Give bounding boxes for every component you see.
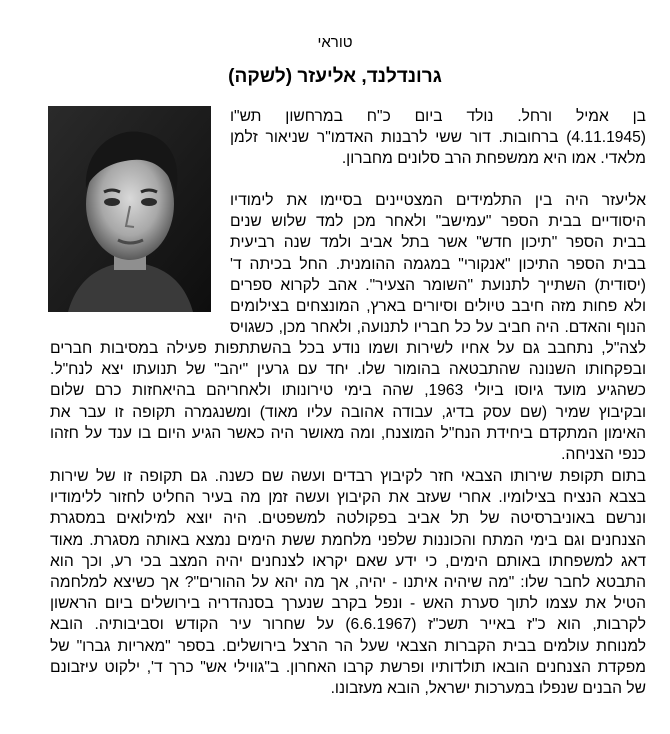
text-line: התבטא לחבר שלו: "מה שיהיה איתנו - יהיה, אך מה יהא על ההורים"? אך כשיצא למלחמה (50, 574, 646, 592)
text-line: בבית הספר "תיכון חדש" אשר בתל אביב ולמד שנה רביעית (230, 234, 646, 252)
text-line: הצנחנים וגם בימי המתח והכוננות שלפני מלחמת ששת הימים נמצא באותה מסגרת. מאוד (50, 531, 646, 549)
text-line: (יסודית) השתייך לתנועת "השומר הצעיר". אהב לקרוא ספרים (230, 276, 646, 294)
text-line: בצבא הנציח בצילומיו. אחרי שעזב את הקיבוץ ועשה זמן מה בעיר החליט לחזור ללימודיו (50, 489, 646, 507)
text-line: בתום תקופת שירותו הצבאי חזר לקיבוץ רבדים ועשה שם כשנה. גם תקופה זו של שירות (50, 468, 646, 485)
text-line: היסודיים בבית הספר "עמישב" ולאחר מכן למד שלוש שנים (230, 213, 646, 231)
text-line: האימון המתקדם ביחידת הנח"ל המוצנח, ומה מאושר היה כאשר הגיע היום בו ענד על חזהו (50, 424, 646, 442)
portrait-photo-icon (48, 106, 211, 312)
page-title: גרונדלנד, אליעזר (לשקה) (228, 66, 442, 87)
paragraph-education-full (50, 338, 646, 465)
text-line: לצה"ל, נתחבב גם על אחיו לשירות ושמו נודע בכל בהשתתפות פעילה במסיבות חברים (50, 340, 646, 357)
text-line: לקרבות, הוא כ"ז באייר תשכ"ז (6.6.1967) על שחרור עיר הקודש וסביבותיה. הובא (50, 616, 646, 634)
paragraph-birth (230, 106, 646, 170)
paragraph-education-beside (230, 190, 646, 338)
text-line: בבית הספר התיכון "אנקורי" במגמה ההומנית. החל בכיתה ד' (230, 255, 646, 273)
paragraph-service (50, 466, 646, 699)
text-line: מפקדת הצנחנים הובאו תולדותיו ופרשת קרבו האחרון. ב"גווילי אש" כרך ד', ילקוט עיזבונם (50, 658, 646, 676)
text-line: מלאדי. אמו היא ממשפחת הרב סלונים מחברון. (341, 150, 646, 168)
portrait-photo (48, 106, 211, 312)
rank-label: טוראי (317, 34, 353, 51)
text-line: הנוף והאדם. היה חביב על כל חבריו לתנועה, ולאחר מכן, כשגויס (230, 319, 646, 337)
text-line: דאג למשפחתו באותם הימים, כי ידע שאם יקראו לצנחנים יהיה המצב בכי רע, וכך הוא (50, 552, 646, 570)
text-line: כנפי הצניחה. (561, 446, 646, 464)
text-line: למנוחת עולמים בבית הקברות הצבאי שעל הר הרצל בירושלים. בספר "מאריות גברו" של (50, 637, 646, 655)
text-line: אליעזר היה בין התלמידים המצטיינים בסיימו את לימודיו (230, 192, 646, 209)
text-line: ונרשם באוניברסיטה של תל אביב בפקולטה למשפטים. היה יוצא למילואים במסגרת (50, 510, 646, 528)
text-line: הטיל את עצמו לתוך סערת האש - ונפל בקרב שנערך בסנהדריה בירושלים ביום הראשון (50, 595, 646, 613)
text-line: ולא פחות מזה חיבב טיולים וסיורים בארץ, המונצחים בצילומים (230, 298, 646, 316)
text-line: ובפקחותו השנונה שהתבטאה בהומור שלו. יחד עם גרעין "יהב" של תנועתו יצא לנח"ל. (50, 361, 646, 379)
text-line: ובקיבוץ שמיר (שם עסק בדיג, עבודה אהובה עליו מאוד) ומשנגמרה תקופה זו עבר את (50, 403, 646, 421)
text-line: (4.11.1945) ברחובות. דור ששי לרבנות האדמו"ר שניאור זלמן (230, 129, 646, 147)
text-line: של הבנים שנפלו במערכות ישראל, הובא מעזבונו. (330, 680, 646, 698)
text-line: כשהגיע מועד גיוסו ביולי 1963, שהה בימי טירונותו ולאחריהם בהיאחזות כרם שלום (50, 382, 646, 400)
text-line: בן אמיל ורחל. נולד ביום כ"ח במרחשון תש"ו (230, 108, 646, 125)
